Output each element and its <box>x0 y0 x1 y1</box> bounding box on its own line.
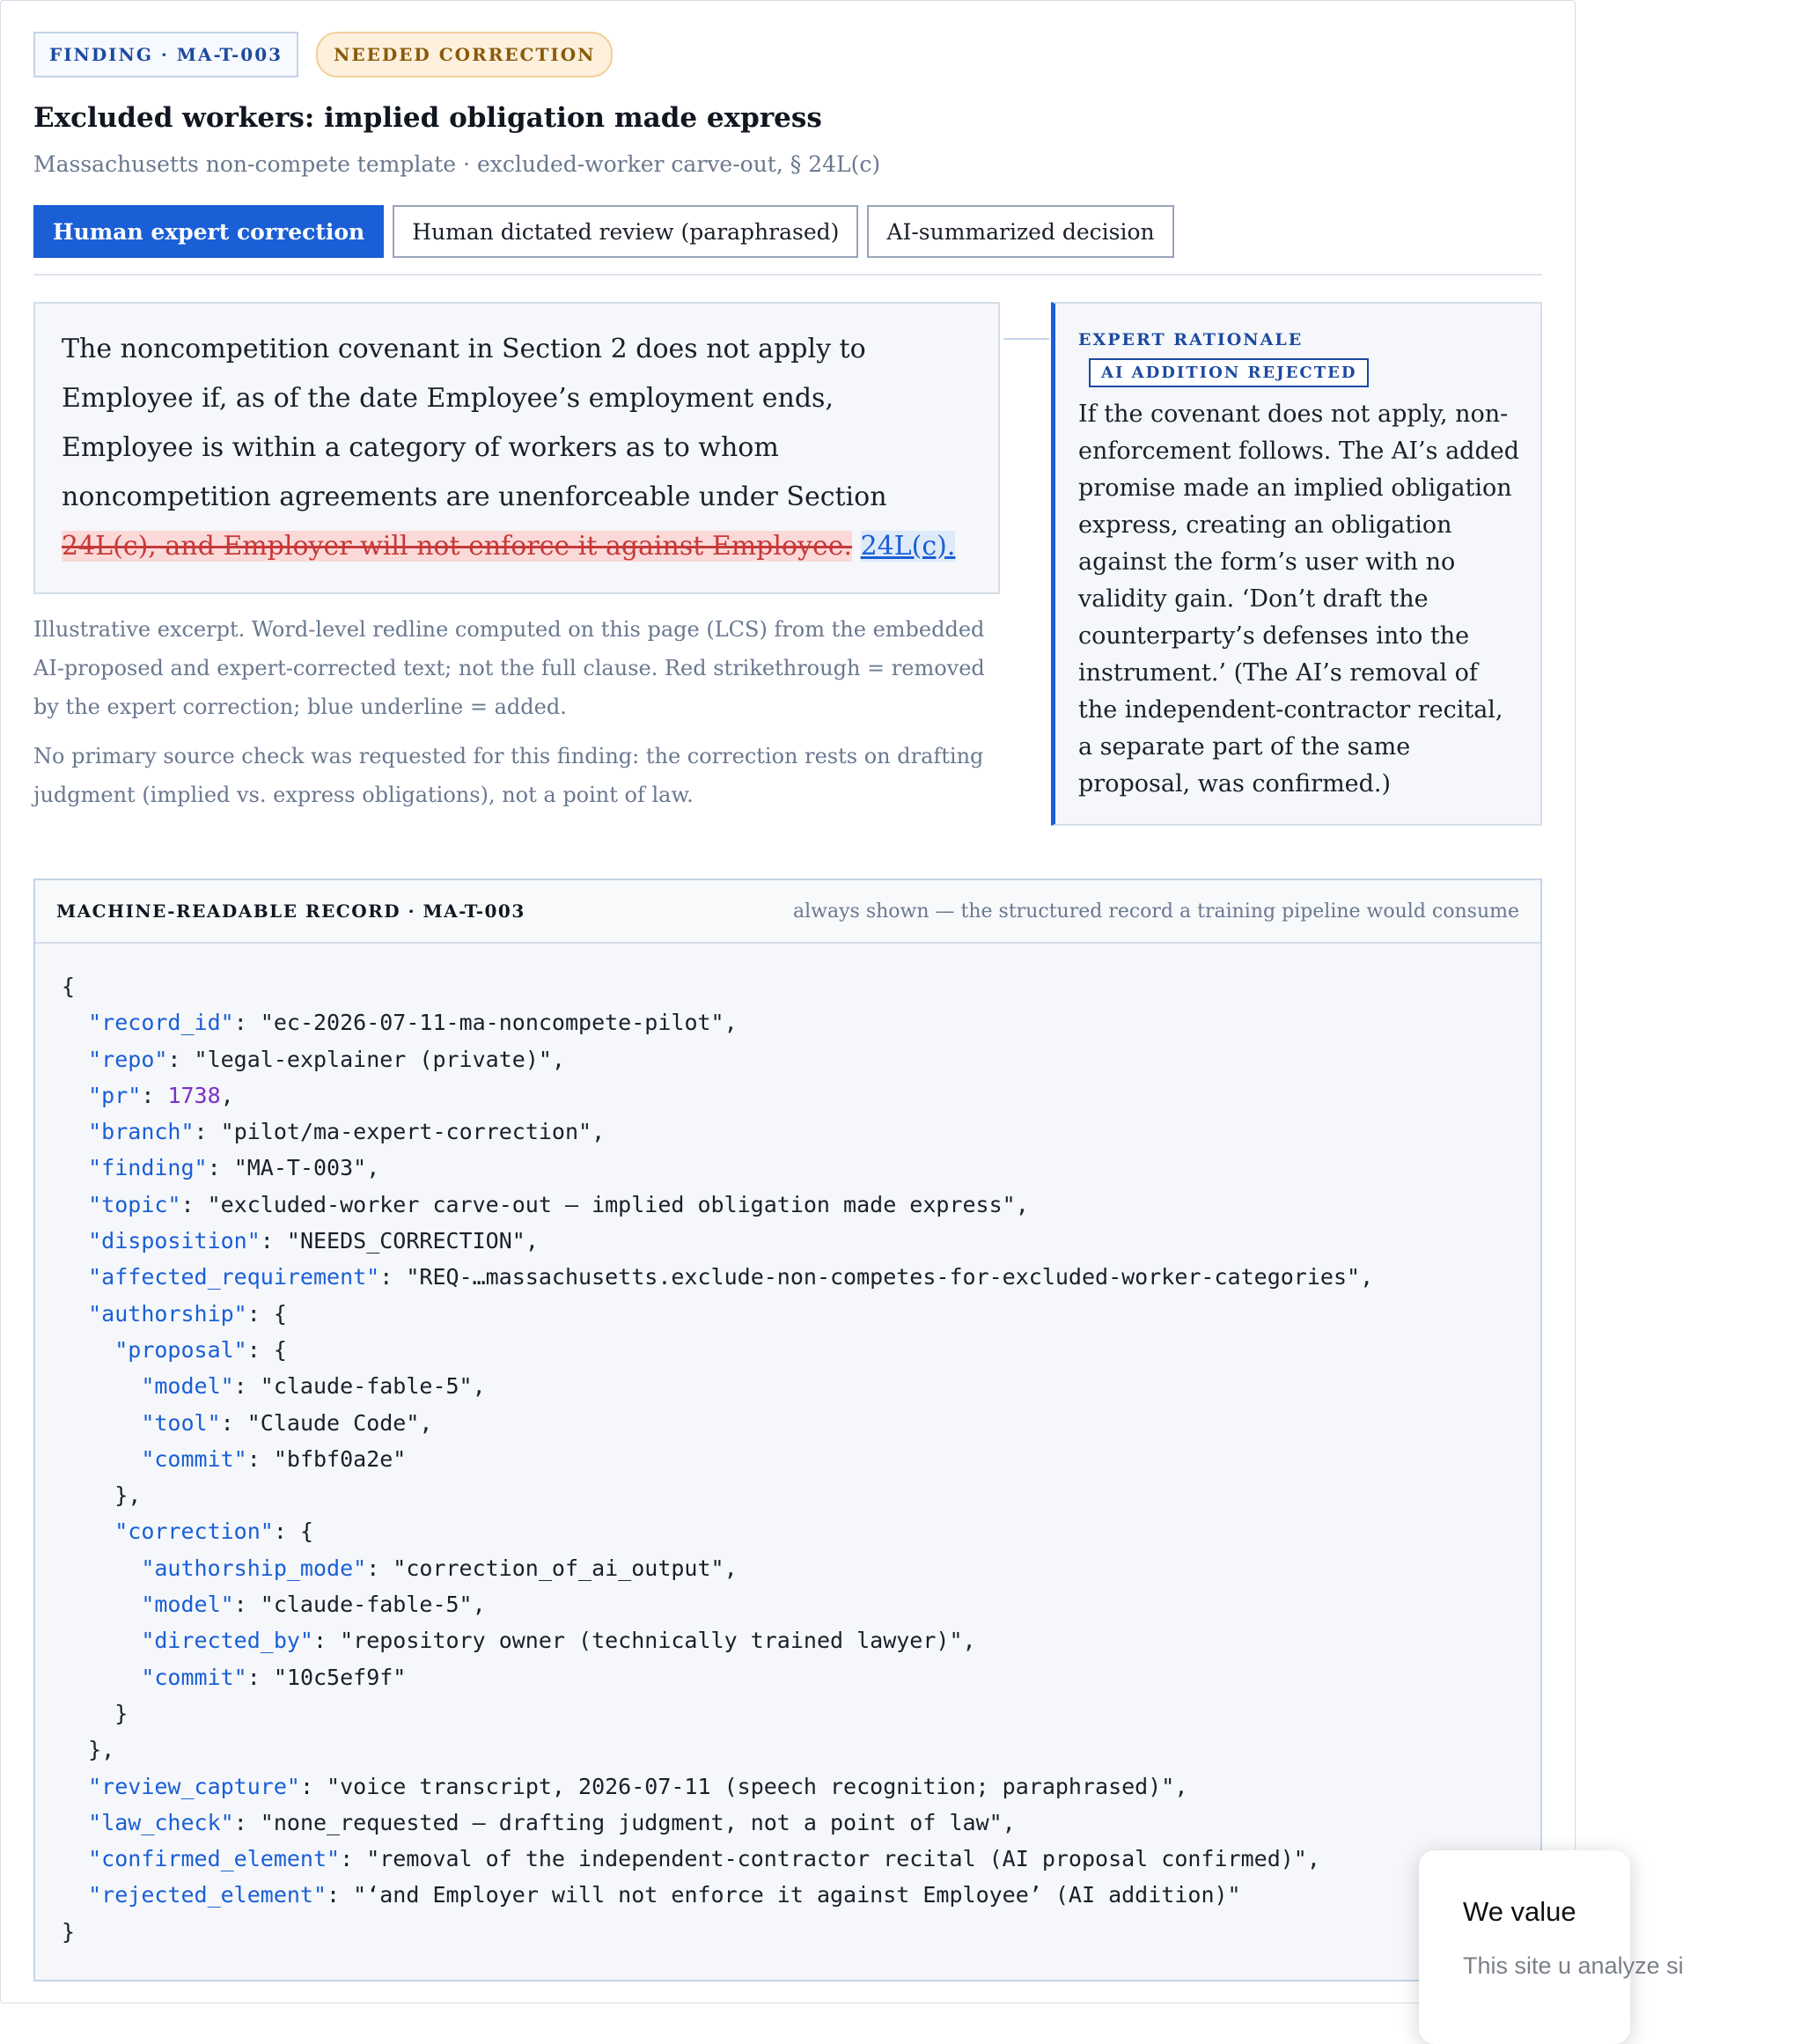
json-key: "proposal" <box>114 1336 247 1363</box>
record-note: always shown — the structured record a training pipeline would consume <box>793 900 1519 923</box>
json-key: "finding" <box>88 1155 208 1181</box>
status-badge: NEEDED CORRECTION <box>316 32 613 77</box>
json-line: "law_check": "none_requested — drafting judgment, not a point of law", <box>88 1809 1016 1835</box>
ai-addition-rejected-badge: AI ADDITION REJECTED <box>1089 358 1369 387</box>
json-line: "model": "claude-fable-5", <box>141 1592 486 1618</box>
json-line: "confirmed_element": "removal of the independent-contractor recital (AI proposal confirmed)", <box>88 1846 1320 1872</box>
finding-id-badge: FINDING · MA-T-003 <box>33 32 298 77</box>
json-key: "confirmed_element" <box>88 1846 341 1872</box>
json-key: "commit" <box>141 1445 247 1472</box>
json-line: "model": "claude-fable-5", <box>141 1373 486 1400</box>
json-line: "rejected_element": "‘and Employer will not enforce it against Employee’ (AI addition)" <box>88 1882 1241 1908</box>
law-check-note: No primary source check was requested for this finding: the correction rests on drafting judgment (implied vs. express obligations), not a point of law. <box>33 744 984 807</box>
json-line: "proposal": { <box>114 1336 287 1363</box>
json-key: "model" <box>141 1373 234 1400</box>
json-key: "review_capture" <box>88 1773 300 1799</box>
json-line: "directed_by": "repository owner (technically trained lawyer)", <box>141 1628 976 1654</box>
deleted-text: 24L(c), and Employer will not enforce it against Employee. <box>62 531 853 562</box>
expert-rationale-card <box>1051 302 1542 826</box>
page-title: Excluded workers: implied obligation made express <box>33 102 822 134</box>
json-key: "record_id" <box>88 1010 234 1036</box>
json-key: "branch" <box>88 1119 195 1145</box>
json-line: } <box>62 1918 76 1945</box>
rationale-text: If the covenant does not apply, non-enforcement follows. The AI’s added promise made an implied obligation express, creating an obligation against the form’s user with no validity gain. ‘Don’t draft the counterparty’s defenses into the instrument.’ (The AI’s removal of the independent-contractor recital, a separate part of the same proposal, was confirmed.) <box>1078 401 1520 798</box>
json-line: "finding": "MA-T-003", <box>88 1155 380 1181</box>
json-line: "repo": "legal-explainer (private)", <box>88 1046 565 1072</box>
inserted-text: 24L(c). <box>860 531 956 562</box>
redline-excerpt <box>33 302 1000 594</box>
json-key: "rejected_element" <box>88 1882 327 1908</box>
json-line: "record_id": "ec-2026-07-11-ma-noncompete-pilot", <box>88 1010 738 1036</box>
json-line: "affected_requirement": "REQ-…massachusetts.exclude-non-competes-for-excluded-worker-categories", <box>88 1264 1374 1290</box>
json-key: "topic" <box>88 1191 181 1217</box>
excerpt-text: The noncompetition covenant in Section 2 does not apply to Employee if, as of the date Employee’s employment ends, Employee is within a category of workers as to whom noncompetition agreements are unenforceable under Section <box>62 334 887 512</box>
json-line: "branch": "pilot/ma-expert-correction", <box>88 1119 606 1145</box>
json-key: "commit" <box>141 1664 247 1690</box>
excerpt-row <box>33 302 1542 826</box>
json-line: } <box>114 1700 129 1726</box>
json-key: "authorship_mode" <box>141 1555 367 1581</box>
tab-human-expert-correction[interactable]: Human expert correction <box>33 205 384 258</box>
record-json <box>35 944 1540 1980</box>
json-line: "pr": 1738, <box>88 1082 234 1108</box>
json-line: "tool": "Claude Code", <box>141 1409 433 1436</box>
tab-bar <box>33 205 1542 276</box>
cookie-text: This site u analyze si <box>1463 1952 1684 1979</box>
record-title: MACHINE-READABLE RECORD · MA-T-003 <box>56 901 525 922</box>
json-line: }, <box>88 1737 115 1763</box>
json-key: "authorship" <box>88 1300 247 1327</box>
json-key: "tool" <box>141 1409 221 1436</box>
tab-human-dictated-review[interactable]: Human dictated review (paraphrased) <box>393 205 858 258</box>
rationale-label: EXPERT RATIONALE <box>1078 330 1304 349</box>
json-key: "correction" <box>114 1518 274 1545</box>
json-line: "authorship_mode": "correction_of_ai_output", <box>141 1555 738 1581</box>
page-subtitle: Massachusetts non-compete template · excluded-worker carve-out, § 24L(c) <box>33 151 881 177</box>
json-line: "commit": "bfbf0a2e" <box>141 1445 407 1472</box>
json-line: "review_capture": "voice transcript, 2026-07-11 (speech recognition; paraphrased)", <box>88 1773 1188 1799</box>
json-number: 1738 <box>167 1082 221 1108</box>
json-key: "law_check" <box>88 1809 234 1835</box>
excerpt-note: Illustrative excerpt. Word-level redline computed on this page (LCS) from the embedded AI-proposed and expert-corrected text; not the full clause. Red strikethrough = removed by the expert correction; blue underline = added. <box>33 617 985 719</box>
badge-row <box>33 32 1542 77</box>
json-line: "disposition": "NEEDS_CORRECTION", <box>88 1228 539 1254</box>
record-header <box>35 880 1540 944</box>
json-key: "pr" <box>88 1082 142 1108</box>
finding-panel <box>33 32 1542 1982</box>
machine-readable-record <box>33 879 1542 1982</box>
json-key: "affected_requirement" <box>88 1264 380 1290</box>
json-line: { <box>62 974 76 999</box>
json-line: "commit": "10c5ef9f" <box>141 1664 407 1690</box>
rationale-connector <box>1003 338 1049 340</box>
json-line: "correction": { <box>114 1518 314 1545</box>
json-line: }, <box>114 1482 142 1509</box>
tab-ai-summarized-decision[interactable]: AI-summarized decision <box>867 205 1173 258</box>
json-line: "topic": "excluded-worker carve-out — implied obligation made express", <box>88 1191 1029 1217</box>
json-key: "model" <box>141 1592 234 1618</box>
json-line: "authorship": { <box>88 1300 287 1327</box>
json-key: "disposition" <box>88 1228 261 1254</box>
json-key: "repo" <box>88 1046 168 1072</box>
cookie-title: We value <box>1463 1896 1576 1927</box>
json-key: "directed_by" <box>141 1628 313 1654</box>
excerpt-column <box>33 302 1000 814</box>
cookie-banner <box>1419 1850 1684 2044</box>
